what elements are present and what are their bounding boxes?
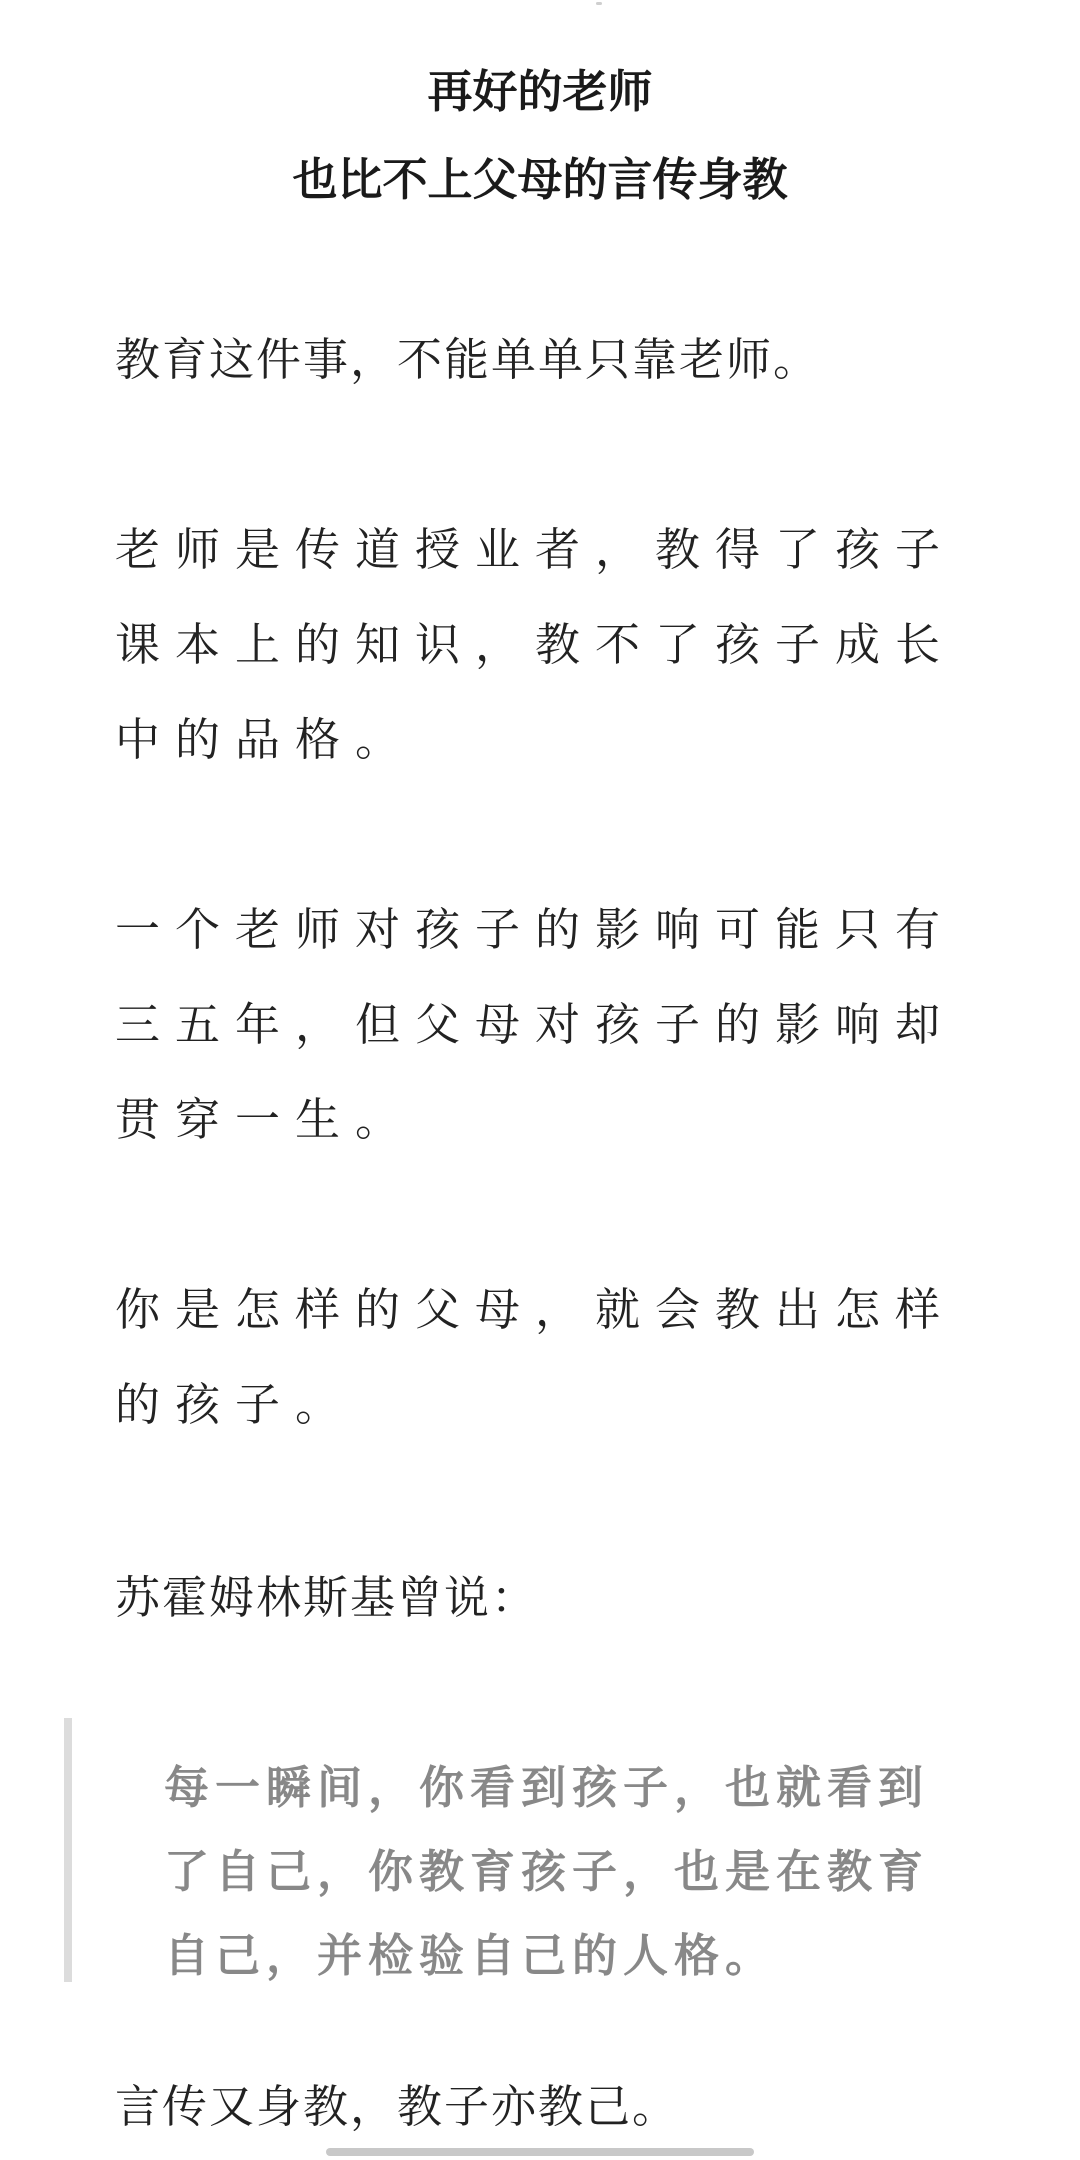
- blockquote: [64, 1718, 967, 1982]
- paragraph-1: 教育这件事，不能单单只靠老师。: [115, 333, 821, 386]
- article-title-line-1: 再好的老师: [427, 65, 653, 118]
- paragraph-2: 老师是传道授业者，教得了孩子课本上的知识，教不了孩子成长中的品格。: [115, 523, 956, 766]
- paragraph-4: 你是怎样的父母，就会教出怎样的孩子。: [115, 1283, 956, 1431]
- article-title-line-2: 也比不上父母的言传身教: [292, 153, 788, 206]
- paragraph-3: 一个老师对孩子的影响可能只有三五年，但父母对孩子的影响却贯穿一生。: [115, 903, 956, 1146]
- closing-paragraph: 言传又身教，教子亦教己。: [115, 2080, 680, 2133]
- home-indicator[interactable]: [326, 2148, 754, 2156]
- paragraph-5: 苏霍姆林斯基曾说：: [115, 1571, 539, 1624]
- blockquote-text: 每一瞬间，你看到孩子，也就看到了自己，你教育孩子，也是在教育自己，并检验自己的人格。: [164, 1761, 930, 1982]
